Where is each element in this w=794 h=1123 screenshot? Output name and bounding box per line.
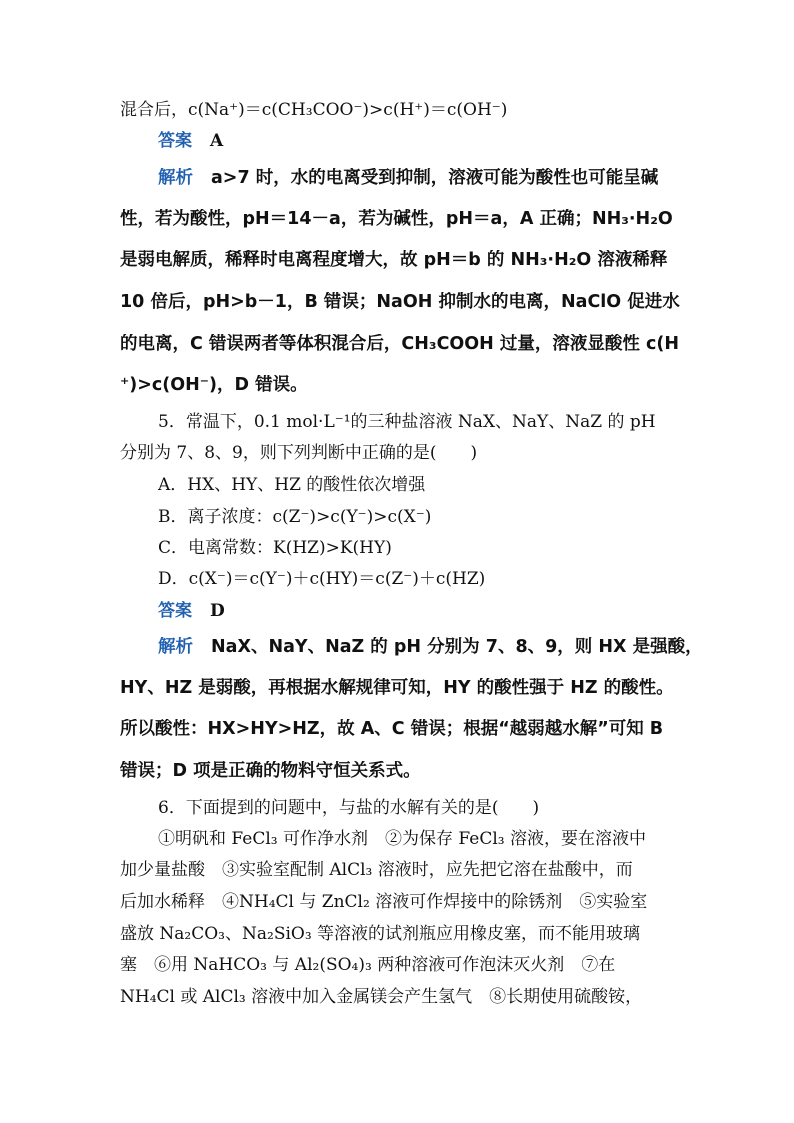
line-text: 5．常温下，0.1 mol·L⁻¹的三种盐溶液 NaX、NaY、NaZ 的 pH bbox=[158, 412, 656, 432]
line-text: 是弱电解质，稀释时电离程度增大，故 pH＝b 的 NH₃·H₂O 溶液稀释 bbox=[120, 250, 668, 270]
answer-value: D bbox=[210, 601, 225, 621]
line-text: 盛放 Na₂CO₃、Na₂SiO₃ 等溶液的试剂瓶应用橡皮塞，而不能用玻璃 bbox=[120, 924, 641, 944]
statement-line bbox=[0, 829, 794, 849]
line-text: D．c(X⁻)＝c(Y⁻)＋c(HY)＝c(Z⁻)＋c(HZ) bbox=[158, 569, 486, 589]
analysis-line bbox=[0, 168, 794, 188]
statement-line bbox=[0, 955, 794, 975]
line-text: HY、HZ 是弱酸，再根据水解规律可知，HY 的酸性强于 HZ 的酸性。 bbox=[120, 678, 674, 698]
text-line bbox=[0, 678, 794, 698]
line-text: 后加水稀释 ④NH₄Cl 与 ZnCl₂ 溶液可作焊接中的除锈剂 ⑤实验室 bbox=[120, 892, 648, 912]
text-line bbox=[0, 375, 794, 395]
text-line bbox=[0, 292, 794, 312]
line-text: 的电离，C 错误两者等体积混合后，CH₃COOH 过量，溶液显酸性 c(H bbox=[120, 334, 680, 354]
answer-line bbox=[0, 601, 794, 621]
analysis-label: 解析 bbox=[158, 637, 193, 657]
option-line bbox=[0, 538, 794, 558]
line-text: 错误；D 项是正确的物料守恒关系式。 bbox=[120, 761, 421, 781]
line-text: 分别为 7、8、9，则下列判断中正确的是( ) bbox=[120, 443, 478, 463]
question-line bbox=[0, 412, 794, 432]
statement-line bbox=[0, 892, 794, 912]
line-text: NH₄Cl 或 AlCl₃ 溶液中加入金属镁会产生氢气 ⑧长期使用硫酸铵， bbox=[120, 987, 643, 1007]
line-text: 加少量盐酸 ③实验室配制 AlCl₃ 溶液时，应先把它溶在盐酸中，而 bbox=[120, 860, 633, 880]
text-line bbox=[0, 761, 794, 781]
line-text: NaX、NaY、NaZ 的 pH 分别为 7、8、9，则 HX 是强酸， bbox=[211, 637, 703, 657]
text-line bbox=[0, 250, 794, 270]
text-line bbox=[0, 100, 794, 120]
answer-value: A bbox=[210, 131, 224, 151]
answer-label: 答案 bbox=[158, 601, 192, 621]
answer-line bbox=[0, 131, 794, 151]
analysis-line bbox=[0, 637, 794, 657]
line-text: 10 倍后，pH>b－1，B 错误；NaOH 抑制水的电离，NaClO 促进水 bbox=[120, 292, 680, 312]
line-text: ①明矾和 FeCl₃ 可作净水剂 ②为保存 FeCl₃ 溶液，要在溶液中 bbox=[158, 829, 646, 849]
line-text: 塞 ⑥用 NaHCO₃ 与 Al₂(SO₄)₃ 两种溶液可作泡沫灭火剂 ⑦在 bbox=[120, 955, 616, 975]
line-text: C．电离常数：K(HZ)>K(HY) bbox=[158, 538, 392, 558]
line-text: 混合后，c(Na⁺)＝c(CH₃COO⁻)>c(H⁺)＝c(OH⁻) bbox=[120, 100, 508, 120]
line-text: B．离子浓度：c(Z⁻)>c(Y⁻)>c(X⁻) bbox=[158, 507, 432, 527]
option-line bbox=[0, 475, 794, 495]
line-text: a>7 时，水的电离受到抑制，溶液可能为酸性也可能呈碱 bbox=[211, 168, 659, 188]
text-line bbox=[0, 209, 794, 229]
statement-line bbox=[0, 987, 794, 1007]
option-line bbox=[0, 569, 794, 589]
line-text: 所以酸性：HX>HY>HZ，故 A、C 错误；根据“越弱越水解”可知 B bbox=[120, 719, 664, 739]
statement-line bbox=[0, 924, 794, 944]
text-line bbox=[0, 334, 794, 354]
line-text: 6．下面提到的问题中，与盐的水解有关的是( ) bbox=[158, 798, 540, 818]
question-line bbox=[0, 798, 794, 818]
line-text: 性，若为酸性，pH＝14－a，若为碱性，pH＝a，A 正确；NH₃·H₂O bbox=[120, 209, 673, 229]
analysis-label: 解析 bbox=[158, 168, 193, 188]
option-line bbox=[0, 507, 794, 527]
line-text: A．HX、HY、HZ 的酸性依次增强 bbox=[158, 475, 426, 495]
answer-label: 答案 bbox=[158, 131, 192, 151]
text-line bbox=[0, 719, 794, 739]
question-line bbox=[0, 443, 794, 463]
line-text: ⁺)>c(OH⁻)，D 错误。 bbox=[120, 375, 308, 395]
statement-line bbox=[0, 860, 794, 880]
